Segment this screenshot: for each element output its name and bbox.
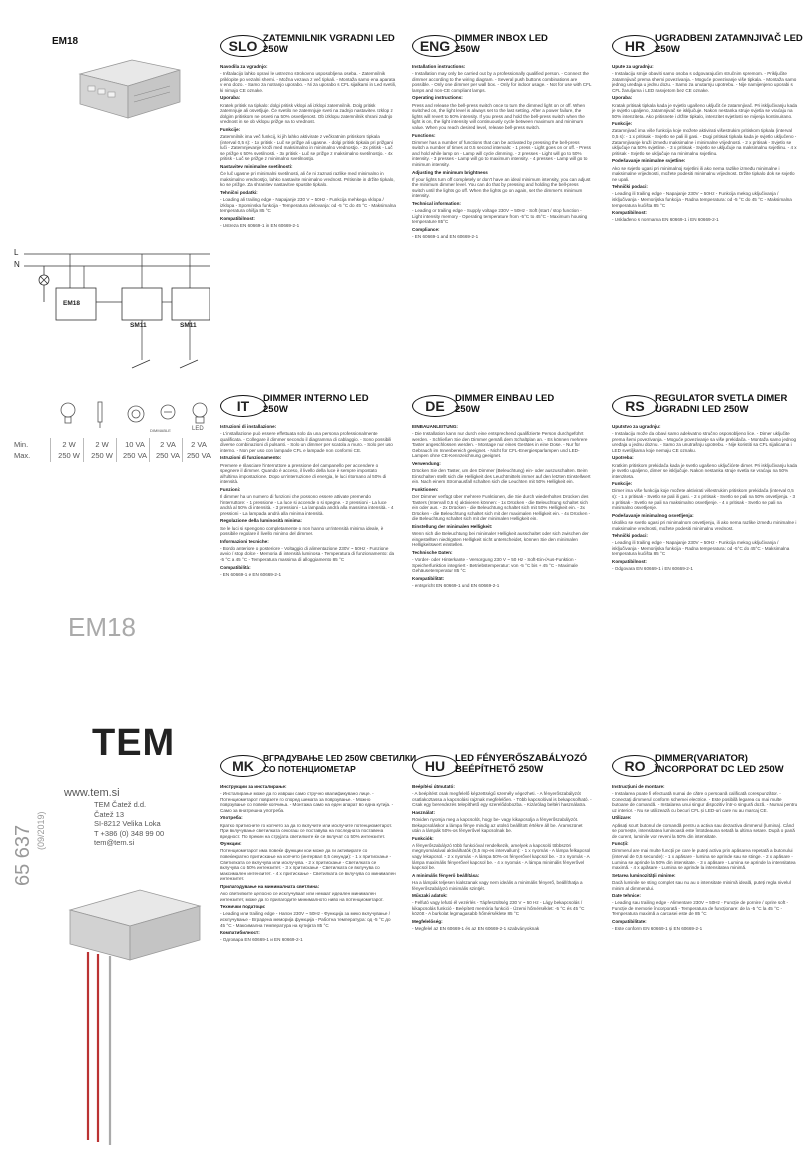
section-body: Upute za ugradnju: - Instalaciju smije obaviti samo osoba s odgovarajućim stručnim spremom. - Priključite zatamnjivač prema shemi povezivanja. - Moguće povezivanje više tipkala. - Montaža samo jednog uređaja u jednu dozu. - Samo za unutarnju upotrebu. - Nije namijenjeno uporabi s CFL žaruljama i LED rasvjetom bez CE oznake. Uporaba: Kratak pritisak tipkala kada je svjetlo ugašeno uključit će zatamnjivač. Pri isključivanju kada je svjetlo upaljeno, zatamnjivač se isključuje. Nakon nestanka struje svjetla se vraćaju na 50% intenziteta. Ako pritisnete i držite tipkalo, intenzitet svjetlosti se mijenja kontinuirano. Funkcije: Zatamnjivač ima više funkcija koje možete aktivirati višestrukim pritiskom tipkala (interval 0,5 s): - 1 x pritisak - Svjetlo se pali ili gasi. - Dugi pritisak tipkala kada je svjetlo uključeno - Zatamnjivanje kruži između maksimalne i minimalne vrijednosti. - 2 x pritisak - Svjetlo se uključuje na 50% svjetline. - 3 x pritisak - Svjetlo se uključuje na maksimalnu svjetlinu. - 4 x pritisak - Svjetlo se uključuje na minimalnu svjetlinu. Podešavanje minimalne svjetline: Ako se svjetlo ugasi pri minimalnoj svjetlini ili ako nema razlike između minimalne i maksimalne vrijednosti, možete podesiti minimalnu vrijednost. Držite tipkalo dok se svjetlo ne upali. Tehnički podaci: - Leading ili trailing edge - Napajanje 230V ~ 50Hz - Funkcija mekog uključivanja / isključivanja - Memorijska funkcija - Radna temperatura: od -5 °C do 45 °C - Maksimalna temperatura kućišta 85 °C Kompatibilnost: - Usklađeno s normama EN 60669-1 i EN 60669-2-1 [612,64,798,223]
wire-label-l: L [14,248,19,257]
device-illustration [70,46,190,124]
section-title: ZATEMNILNIK VGRADNI LED 250W [263,33,395,55]
address-line: SI-8212 Velika Loka [94,819,161,828]
language-code-badge: HR [612,35,658,57]
max-label: Max. [14,451,31,460]
load-max-4: 250 VA [155,451,181,460]
section-body: Istruzioni di installazione: - L'installazione può essere effettuata solo da una persona professionalmente qualificata. - Collegare il dimmer secondo il diagramma di cablaggio. - Sono possibili diverse combinazioni di pulsanti. - Solo un dimmer per scatola a muro. - Solo per uso interno. - Non per uso con lampade CFL e lampade non conformi CE. Istruzioni di funzionamento: Premere e rilasciare l'interruttore a pressione del campanello per accendere o spegnere il dimmer. Quando è acceso, il livello della luce è sempre impostato all'ultima impostazione. Dopo un'interruzione di energia, le luci ritornano al 50% di intensità. Funzioni: Il dimmer ha un numero di funzioni che possono essere attivate premendo l'interruttore: - 1 pressione - La luce si accende o si spegne. - 2 pressioni - La luce andrà al 50% di intensità. - 3 pressioni - La lampada andrà alla massima intensità. - 4 pressioni - La lampada andrà alla minima intensità. Regolazione della luminosità minima: Se le luci si spengono completamente o non hanno un'intensità minima ideale, è possibile regolare il livello minimo del dimmer. Informazioni tecniche: - Bordo anteriore o posteriore - Voltaggio di alimentazione 230V ~ 50Hz - Funzione avvio / stop dolce - Memoria di intensità luminosa - Temperatura di funzionamento: da -5 °C a 45 °C - Temperatura massima di alloggiamento 85 °C Compatibilità: - EN 60669-1 e EN 60669-2-1 [220,424,395,577]
wire-label-em18: EM18 [63,300,80,307]
section-title: UGRADBENI ZATAMNJIVAČ LED 250W [655,33,803,55]
load-min-3: 10 VA [125,440,145,449]
section-title: DIMMER INBOX LED 250W [455,33,548,55]
dimmable-label: DIMMABLE [150,428,171,433]
wire-label-n: N [14,260,20,269]
load-min-2: 2 W [95,440,109,449]
language-code-badge: SLO [220,35,266,57]
address-line: TEM Čatež d.d. [94,800,147,809]
language-code-badge: MK [220,755,266,777]
language-code-badge: RO [612,755,658,777]
brand-address [94,800,164,848]
load-icons [58,398,218,434]
model-label-top: EM18 [52,36,79,47]
section-title: REGULATOR SVETLA DIMER UGRADNI LED 250W [655,393,788,415]
section-body: EINBAUANLEITUNG: - Die Installation kann nur durch eine entsprechend qualifizierte Person durchgeführt werden. - Schließen Sie den Dimmer gemäß dem Schaltplan an. - Es können mehrere Taster angeschlossen werden. - Montage nur eines Gerätes in eine Dose. - Nur für Gebrauch im Innenbereich geeignet. - Nicht für CFL-Energiesparlampen und LED-Lampen ohne CE-Kennzeichnung geeignet. Verwendung: Drücken Sie den Taster, um den Dimmer (Beleuchtung) ein- oder auszuschalten. Beim Einschalten stellt sich die Helligkeit des Leuchtmittels immer auf den letzten Einstellwert ein. Nach einem Stromausfall schalten sich die Leuchten mit 50% Helligkeit ein. Funktionen: Der Dimmer verfügt über mehrere Funktionen, die Sie durch wiederholtes Drücken des Tasters (Intervall 0,5 s) aktivieren können: - 1x Drücken - die Beleuchtung schaltet sich ein oder aus. - 2x Drücken - die Beleuchtung schaltet sich mit 50% Helligkeit ein. - 3x Drücken - die Beleuchtung schaltet sich mit der maximalen Helligkeit ein. - 4x Drücken - die Beleuchtung schaltet sich mit der minimalen Helligkeit ein. Einstellung der minimalen Helligkeit: Wenn sich die Beleuchtung bei minimaler Helligkeit ausschaltet oder sich zwischen der eingestellten niedrigsten Helligkeit nicht unterscheidet, können Sie den minimalen Helligkeitswert einstellen. Technische Daten: - Vorder- oder Hinterkante - Versorgung 230 V ~ 50 Hz - Soft-Ein-/Aus-Funktion - Speicherfunktion integriert - Betriebstemperatur: von -5 °C bis + 45 °C - Maximale Gehäusetemperatur 85 °C Kompatibilität: - entspricht EN 60669-1 und EN 60669-2-1 [412,424,591,588]
load-max-3: 250 VA [122,451,148,460]
led-label: LED [192,426,204,432]
load-min-4: 2 VA [160,440,176,449]
brand-url: www.tem.si [64,787,120,799]
wiring-diagram [10,230,210,395]
address-line: Čatež 13 [94,809,125,819]
section-title: DIMMER INTERNO LED 250W [263,393,369,415]
language-code-badge: RS [612,395,658,417]
model-label-large: EM18 [68,612,136,642]
address-line: T +386 (0) 348 99 00 [94,828,165,838]
device-with-wires-illustration [60,870,210,1150]
min-label: Min. [14,440,29,449]
language-code-badge: IT [220,395,266,417]
brand-logo: TEM [92,722,176,764]
load-max-5: 250 VA [186,451,212,460]
language-code-badge: DE [412,395,458,417]
section-title: DIMMER(VARIATOR) ÎNCORPORAT DC LED 250W [655,753,784,775]
language-code-badge: HU [412,755,458,777]
language-code-badge: ENG [412,35,458,57]
load-table [14,440,214,464]
load-max-2: 250 W [91,451,113,460]
wire-label-sm11-b: SM11 [180,322,197,329]
document-date: (09/2019) [36,811,46,850]
document-code: 65 637 [12,824,34,886]
load-min-5: 2 VA [191,440,207,449]
section-body: Uputstvo za ugradnju: - Instalaciju može da obavi samo adekvatno stručno osposobljeno lice. - Dimer uključite prema šemi povezivanja. - Moguće povezivanje sa više prekidača. - Montaža samo jednog uređaja u jednu doznu. - Samo za unutrašnju upotrebu. - Nije koristiti sa CFL sijalicama i LED svetiljkama koje nemaju CE oznaku. Upotreba: Kratkim pritiskom prekidača kada je svetlo ugašeno uključićete dimer. Pri isključivanju kada je svetlo upaljeno, dimer se isključuje. Nakon nestanka struje svetla se vraćaju na 50% intenziteta. Funkcije: Dimer ima više funkcija koje možete aktivirati višestrukim pritiskom prekidača (interval 0,5 s): - 1 x pritisak - Svetlo se pali ili gasi. - 2 x pritisak - Svetlo se pali na 50% osvetljenja. - 3 x pritisak - Svetlo se pali na maksimalno osvetljenje. - 4 x pritisak - Svetlo se pali na minimalno osvetljenje. Podešavanje minimalnog osvetljenja: Ukoliko se svetlo ugasi pri minimalnom osvetljenju, ili ako nema razlike između minimalne i maksimalne vrednosti, možete podesiti minimalnu vrednost. Tehnički podaci: - Leading ili trailing edge - Napajanje 230V ~ 50Hz - Funkcija mekog uključivanja / isključivanja - Memorijska funkcija - Radna temperatura: od -5°C do 45°C - Maksimalna temperatura kućišta 85 °C Kompatibilnost: - Odgovara EN 60669-1 i EN 60669-2-1 [612,424,798,572]
section-body: Instrucțiuni de montare: - Instalarea poate fi efectuată numai de către o persoană calificată corespunzător. - Conectați dimmerul conform schemei electrice. - Este posibilă legarea cu mai multe butoane de comandă. - Instalarea unui singur dispozitiv într-o singură doză. - Numai pentru uz interior. - Nu se utilizează cu becuri CFL și LED-uri care nu au marcaj CE. Utilizare: Apăsați scurt butonul de comandă pentru a activa sau dezactiva dimmerul (lumina). Când se pornește, intensitatea luminoasă este întotdeauna setată la ultima setare. După o pană de curent, luminile vor reveni la 50% din intensitate. Funcții: Dimmerul are mai multe funcții pe care le puteți activa prin apăsarea repetată a butonului (interval de 0,5 secunde): - 1 x apăsare - lumina se aprinde sau se stinge. - 2 x apăsare - Lumina se aprinde la 50% din intensitate. - 3 x apăsare - Lumina se aprinde la intensitatea maximă. - 4 x apăsare - Lumina se aprinde la intensitatea minimă. Setarea luminozității minime: Dacă luminile se sting complet sau nu au o intensitate minimă ideală, puteți regla nivelul minim al dimmerului. Date tehnice: - Leading sau trailing edge - Alimentare 230V ~ 50Hz - Funcție de pornire / oprire soft - Funcție de memorie încorporată - Temperatura de funcționare: de la -5 °C la 45 °C - Temperatura maximă a carcasei este de 85 °C Compatibilitate: - Este conform EN 60669-1 și EN 60669-2-1 [612,784,798,932]
section-body: Installation instructions: - Installation may only be carried out by a professionally qualified person. - Connect the dimmer according to the wiring diagram. - Several push buttons combinations are possible. - Only one dimmer per wall box. - Only for indoor usage. - Not for use with CFL lamps and non-CE compliant lamps. Operating instructions: Press and release the bell-press switch once to turn the dimmed light on or off. When switched on, the light level is always set to the last setting. After a power failure, the lights will revert to 50% intensity. If you press and hold the bell-press switch when the light is on, the light intensity will continuously cycle between maximum and minimum value. When you reach desired level, release bell-press switch. Functions: Dimmer has a number of functions that can be activated by pressing the bell-press switch a number of times at 0.5 second intervals: - 1 press - Light goes on or off. - Press and hold while lamp on - Lamp will cycle dimming. - 2 presses - Light will go to 50% intensity. - 3 presses - Lamp will go to maximum intensity. - 4 presses - Lamp will go to minimum intensity. Adjusting the minimum brightness If your lights turn off completely or don't have an ideal minimum intensity, you can adjust the minimum dimmer level. You can do that by pressing and holding the bell-press switch until the lights go off. When the lights go on again, set the dimmer's minimum intensity. Technical information: - Leading or trailing edge - Supply voltage 230V ~ 50Hz - Soft (start / stop function - Light intensity memory - Operating temperature from -5°C to 45°C - Maximum housing temperature 85°C Compliance: - EN 60669-1 and EN 60669-2-1 [412,64,592,240]
section-title: DIMMER EINBAU LED 250W [455,393,555,415]
address-line: tem@tem.si [94,838,135,847]
section-title: ВГРАДУВАЊЕ LED 250W СВЕТИЛКИ СО ПОТЕНЦИОМЕТАР [263,753,417,774]
section-body: Navodila za vgradnjo: - Inštalacijo lahko opravi le ustrezno strokovno usposobljena oseba. - Zatemnilnik priklopite po vezalni shemi. - Možna vezava z več tipkali. - Montaža samo ena aparata v eno dozo. - Samo za notranjo uporabo. - Ni za uporabo s CFL sijalkami in Led svetili, ki nimajo CE oznake. Uporaba: Kratek pritisk na tipkalo: dolgi pritisk vklopi ali izklopi zatemnilnik. Dolg pritisk zatemnjuje ali osvetljuje. Če svetilo ne zatemnjuje sveti na zadnjo nastavitev. Izklop z dolgim pritiskom ne osveti na 50% osvetljenost. Ob izklopu zatemnilnik shrani zadnjo vrednost in se ob vklopu prižge na to vrednost. Funkcije: Zatemnilnik ima več funkcij, ki jih lahko aktivirate z večkratnim pritiskom tipkala (interval 0,5 s): - 1x pritisk - Luč se prižge ali ugasne. - dolgi pritisk tipkala pri prižgani luči - Zatemnjevanje kroži med maksimalno in minimalno vrednostjo. - 2x pritisk - Luč se prižge s 50% svetilnosti. - 3x pritisk - Luč se prižge z maksimalno svetilnostjo. - 4x pritisk - Luč se prižge z minimalno svetilnostjo. Nastavitev minimalne svetilnosti: Če luč ugasne pri minimalni svetilnosti, ali če ni zaznati razlike med minimalno in maksimalno vrednostjo, lahko nastavite minimalno vrednost. Pritisnite in držite tipkalo, ko se prižge. Za shranitev nastavitve spustite tipkalo. Tehnični podatki: - Loading ali trailing edge - Napajanje 230 V ~ 50Hz - Funkcija mehkega vklopa / izklopa - Spominska funkcija - Temperatura delovanja: od -5 °C do 45 °C - Maksimalna temperatura ohišja 85 °C Kompatibilnost: - Ustreza EN 60669-1 in EN 60669-2-1 [220,64,396,228]
section-body: Beépítési útmutató: - A beépítést csak megfelelő képzettségű személy végezheti. - A fényerőszabályzót csatlakoztassa a kapcsolási rajznak megfelelően. - Több kapcsolóval is bekapcsolható. - Csak egy berendezés telepíthető egy szerelődobozba. - Kizárólag beltéri használatra. Használat: Röviden nyomja meg a kapcsolót, hogy be- vagy kikapcsolja a fényerőszabályzót. Bekapcsoláskor a lámpa fénye mindig az utolsó beállított értékre áll be. Áramszünet után a lámpák 50%-os fényerővel kapcsolnak be. Funkciók: A fényerőszabályzó több funkcióval rendelkezik, amelyek a kapcsoló többszöri megnyomásával aktiválhatók (0,5 mp-es intervallum): - 1 x nyomás - A lámpa felkapcsol vagy lekapcsol. - 2 x nyomás - A lámpa 50%-os fényerővel kapcsol be. - 3 x nyomás - A lámpa maximális fényerővel kapcsol be. - 4 x nyomás - A lámpa minimális fényerővel kapcsol be. A minimális fényerő beállítása: Ha a lámpák teljesen kialszanak vagy nem ideális a minimális fényerő, beállíthatja a fényerőszabályzó minimális szintjét. Műszaki adatok: - Felfutó vagy lefutó él vezérlés - Tápfeszültség 230 V ~ 50 Hz - Lágy bekapcsolás / kikapcsolás funkció - Beépített memória funkció - Üzemi hőmérséklet: -5 °C és 45 °C között - A burkolat legmagasabb hőmérséklete 85 °C Megfelelőség: - Megfelel az EN 60669-1 és az EN 60669-2-1 szabványoknak [412,784,592,932]
wire-label-sm11-a: SM11 [130,322,147,329]
load-max-1: 250 W [58,451,80,460]
load-min-1: 2 W [62,440,76,449]
section-body: Инструкции за инсталирање: - Инсталирање може да го изврши само стручно квалификувано лице. - Потенциометарот поврзете го според шемата за поврзување. - Можно поврзување со повеќе копчиња. - Монтажа само на еден апарат во една кутија. - Само за внатрешна употреба. Употреба: Кратко притиснете го копчето за да го вклучите или исклучите потенциометарот. При вклучување светилката секогаш се поставува на последната поставена вредност. По прекин на струјата светилките ќе се вклучат со 50% интензитет. Функции: Потенциометарот има повеќе функции кои може да ги активирате со повеќекратно притискање на копчето (интервал 0,5 секунди): - 1 x притискање - Светилката се вклучува или исклучува. - 2 x притискање - Светилката се вклучува со 50% интензитет. - 3 x притискање - Светилката се вклучува со максимален интензитет. - 4 x притискање - Светилката се вклучува со минимален интензитет. Прилагодување на минималната светлина: Ако светилките целосно се исклучуваат или немаат идеален минимален интензитет, може да го прилагодите минималното ниво на потенциометарот. Технички податоци: - Leading или trailing edge - Напон 230V ~ 50Hz - Функција за меко вклучување / исклучување - Вградена меморија функција - Работна температура: од -5 °C до 45 °C - Максимална температура на кутијата 85 °C Компатибилност: - Одговара EN 60669-1 и EN 60669-2-1 [220,784,396,943]
section-title: LED FÉNYERŐSZABÁLYOZÓ BEÉPÍTHETŐ 250W [455,753,588,775]
